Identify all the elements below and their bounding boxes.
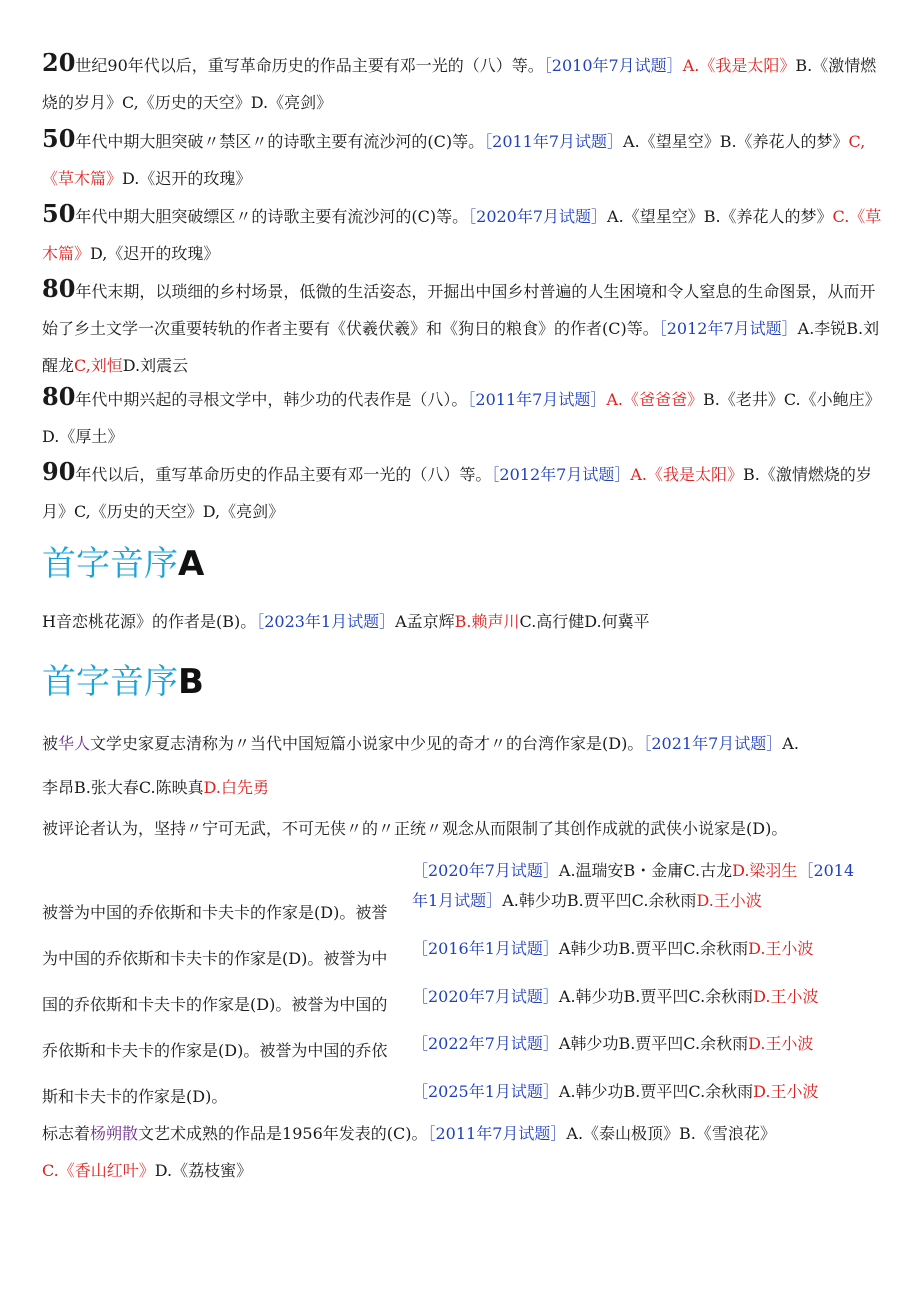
- exam-tag: ［2025年1月试题］: [412, 1082, 559, 1101]
- answer-option: C,《草木篇》: [42, 132, 866, 188]
- answer-option: D.王小波: [748, 939, 814, 958]
- question-item: [42, 378, 882, 455]
- question-lead-number: 80: [42, 382, 76, 411]
- exam-tag: ［2011年7月试题］: [484, 132, 624, 151]
- question-text: 文艺术成熟的作品是1956年发表的(C)。: [138, 1124, 428, 1143]
- section-heading-a: [42, 542, 204, 586]
- question-lead-number: 90: [42, 457, 76, 486]
- exam-tag: ［2020年7月试题］: [468, 207, 608, 226]
- other-options: B.《激情燃烧的岁月》C,《历史的天空》D,《亮剑》: [42, 465, 872, 521]
- other-options: D.刘震云: [122, 356, 189, 375]
- exam-tag: ［2011年7月试题］: [467, 390, 607, 409]
- answer-option: D.梁羽生: [732, 861, 798, 880]
- question-item: [42, 603, 882, 640]
- options-before-answer: A孟京辉: [395, 612, 455, 631]
- answer-line: [412, 1077, 819, 1107]
- answer-option: D.白先勇: [203, 778, 269, 797]
- other-options: B.《老井》C.《小鲍庄》D.《厚土》: [42, 390, 881, 446]
- answer-option: D.王小波: [748, 1034, 814, 1053]
- question-text: 世纪90年代以后，重写革命历史的作品主要有邓一光的（八）等。: [75, 56, 544, 75]
- other-options: D.《迟开的玫瑰》: [122, 169, 252, 188]
- options-before-answer: A.李锐B.刘醒龙: [42, 319, 880, 375]
- question-item: [42, 453, 882, 530]
- answer-line: [412, 886, 762, 916]
- section-heading-text: 首字音序: [42, 544, 178, 584]
- exam-tag: ［2020年7月试题］: [412, 987, 559, 1006]
- question-text: 被评论者认为，坚持〃宁可无武，不可无侠〃的〃正统〃观念从而限制了其创作成就的武侠小说家是(D)。: [42, 819, 788, 838]
- answer-line: [412, 934, 813, 964]
- question-item: [42, 120, 882, 197]
- exam-tag: ［2012年7月试题］: [491, 465, 631, 484]
- options-before-answer: A.韩少功B.贾平凹C.余秋雨: [558, 987, 754, 1006]
- question-text: 年代以后，重写革命历史的作品主要有邓一光的（八）等。: [75, 465, 492, 484]
- answer-option: C.《草木篇》: [42, 207, 882, 263]
- options-before-answer: A.《泰山极顶》B.《雪浪花》: [566, 1124, 776, 1143]
- question-text: H音恋桃花源》的作者是(B)。: [42, 612, 257, 631]
- other-options: D.《荔枝蜜》: [154, 1161, 253, 1180]
- question-item: [42, 722, 812, 810]
- question-text: 年代末期，以琐细的乡村场景，低微的生活姿态，开掘出中国乡村普遍的人生困境和令人窒息的生命图景，从而开始了乡土文学一次重要转轨的作者主要有《伏羲伏羲》和《狗日的粮食》的作者(C)等。: [42, 282, 876, 338]
- exam-tag: ［2022年7月试题］: [412, 1034, 559, 1053]
- exam-tag: ［2012年7月试题］: [658, 319, 798, 338]
- answer-option: B.赖声川: [454, 612, 520, 631]
- other-options: D,《迟开的玫瑰》: [90, 244, 220, 263]
- question-text: 文学史家夏志清称为〃当代中国短篇小说家中少见的奇才〃的台湾作家是(D)。: [90, 734, 644, 753]
- section-heading-letter: A: [178, 544, 205, 584]
- question-text: 年代中期大胆突破缥区〃的诗歌主要有流沙河的(C)等。: [75, 207, 469, 226]
- exam-tag: 年1月试题］: [412, 891, 503, 910]
- options-before-answer: A韩少功B.贾平凹C.余秋雨: [558, 939, 749, 958]
- options-before-answer: A.《望星空》B.《养花人的梦》: [623, 132, 849, 151]
- options-before-answer: A.韩少功B.贾平凹C.余秋雨: [502, 891, 697, 910]
- question-item: [42, 810, 882, 847]
- question-lead-number: 80: [42, 274, 76, 303]
- question-text-prefix: 标志着: [42, 1124, 91, 1143]
- answer-option: A.《我是太阳》: [682, 56, 796, 75]
- highlight-word: 杨朔散: [90, 1124, 139, 1143]
- exam-tag: ［2014: [797, 861, 855, 880]
- answer-option: A.《爸爸爸》: [606, 390, 703, 409]
- exam-tag: ［2020年7月试题］: [412, 861, 559, 880]
- answer-option: D.王小波: [753, 987, 819, 1006]
- question-item: [42, 270, 882, 384]
- question-lead-number: 20: [42, 48, 76, 77]
- answer-option: D.王小波: [753, 1082, 819, 1101]
- answer-option: C,刘恒: [74, 356, 123, 375]
- options-before-answer: A.《望星空》B.《养花人的梦》: [607, 207, 833, 226]
- options-before-answer: A.温瑞安B・金庸C.古龙: [558, 861, 733, 880]
- repeated-question-column: [42, 890, 402, 1120]
- answer-line: [412, 1029, 813, 1059]
- answer-option: C.《香山红叶》: [42, 1161, 155, 1180]
- question-item: [42, 44, 882, 121]
- section-heading-text: 首字音序: [42, 662, 178, 702]
- answer-line: [412, 856, 854, 886]
- exam-tag: ［2016年1月试题］: [412, 939, 559, 958]
- other-options: C.高行健D.何冀平: [519, 612, 650, 631]
- exam-tag: ［2010年7月试题］: [543, 56, 683, 75]
- options-before-answer: A韩少功B.贾平凹C.余秋雨: [558, 1034, 749, 1053]
- question-lead-number: 50: [42, 199, 76, 228]
- answer-option: A.《我是太阳》: [630, 465, 743, 484]
- section-heading-letter: B: [178, 662, 204, 702]
- answer-option: D.王小波: [696, 891, 762, 910]
- answer-line: [412, 982, 819, 1012]
- question-item: [42, 195, 882, 272]
- options-before-answer: A.李昂B.张大春C.陈映真: [42, 734, 799, 797]
- question-text: 年代中期兴起的寻根文学中，韩少功的代表作是（八）。: [75, 390, 468, 409]
- question-text-prefix: 被: [42, 734, 59, 753]
- question-text: 被誉为中国的乔依斯和卡夫卡的作家是(D)。被誉为中国的乔依斯和卡夫卡的作家是(D)。被誉为中国的乔依斯和卡夫卡的作家是(D)。被誉为中国的乔依斯和卡夫卡的作家是(D)。被誉为中国的乔依斯和卡夫卡的作家是(D)。: [42, 903, 388, 1106]
- question-item: [42, 1115, 882, 1189]
- highlight-word: 华人: [58, 734, 91, 753]
- question-text: 年代中期大胆突破〃禁区〃的诗歌主要有流沙河的(C)等。: [75, 132, 485, 151]
- section-heading-b: [42, 660, 204, 704]
- question-lead-number: 50: [42, 124, 76, 153]
- exam-tag: ［2011年7月试题］: [427, 1124, 567, 1143]
- exam-tag: ［2023年1月试题］: [256, 612, 396, 631]
- exam-tag: ［2021年7月试题］: [643, 734, 783, 753]
- other-options: B.《激情燃烧的岁月》C,《历史的天空》D.《亮剑》: [42, 56, 877, 112]
- options-before-answer: A.韩少功B.贾平凹C.余秋雨: [558, 1082, 754, 1101]
